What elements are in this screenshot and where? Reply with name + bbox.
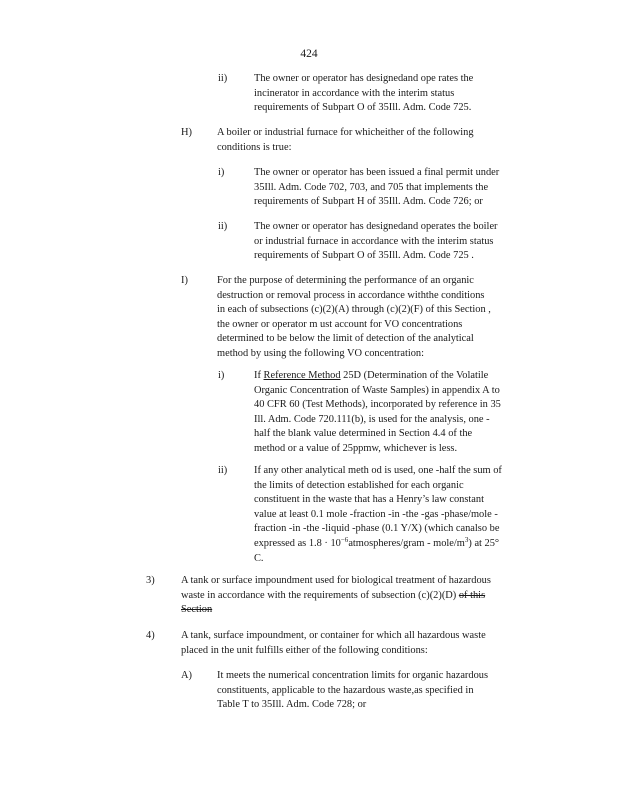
text-line: For the purpose of determining the performance of an organic <box>217 275 474 286</box>
item-marker-i: I) <box>181 275 188 286</box>
item-marker-i-i: i) <box>218 370 225 381</box>
text-line: half the blank value determined in Section 4.4 of the <box>254 428 473 440</box>
text-line: destruction or removal process in accordance withthe conditions <box>217 289 485 301</box>
line-suffix: 25D (Determination of the Volatile <box>340 370 489 381</box>
exponent: −6 <box>340 535 349 544</box>
text-line: 40 CFR 60 (Test Methods), incorporated by reference in 35 <box>254 399 501 411</box>
text-line: value at least 0.1 mole -fraction -in -the -gas -phase/mole - <box>254 508 498 520</box>
struck-text: Section <box>181 604 213 616</box>
text-line: Table T to 35Ill. Adm. Code 728; or <box>217 699 367 711</box>
paragraph-3 <box>181 574 491 618</box>
text-line: determined to be below the limit of detection of the analytical <box>217 333 474 345</box>
underlined-reference: Reference Method <box>263 370 341 381</box>
text-line: requirements of Subpart O of 35Ill. Adm. Code 725 . <box>254 250 474 262</box>
line-text: waste in accordance with the requirements of subsection (c)(2)(D) <box>181 589 459 601</box>
text-line: A tank or surface impoundment used for biological treatment of hazardous <box>181 575 491 586</box>
text-line: the owner or operator m ust account for VO concentrations <box>217 318 463 330</box>
text-line: incinerator in accordance with the interim status <box>254 87 455 99</box>
text-line: If any other analytical meth od is used, one -half the sum of <box>254 465 502 476</box>
item-marker-i-ii: ii) <box>218 465 228 476</box>
paragraph-i-i <box>254 369 501 457</box>
text-line: constituents, applicable to the hazardous waste,as specified in <box>217 684 474 696</box>
text-line: fraction -in -the -liquid -phase (0.1 Y/X) (which canalso be <box>254 523 500 535</box>
page-number: 424 <box>300 48 318 60</box>
item-marker-4-a: A) <box>181 670 192 681</box>
text-line: The owner or operator has been issued a final permit under <box>254 167 500 178</box>
text-line: requirements of Subpart H of 35Ill. Adm. Code 726; or <box>254 196 483 208</box>
paragraph-h-ii <box>254 220 498 264</box>
text-line: requirements of Subpart O of 35Ill. Adm. Code 725. <box>254 102 472 114</box>
text-line: Organic Concentration of Waste Samples) in appendix A to <box>254 384 500 396</box>
paragraph-g-ii <box>254 72 473 116</box>
item-marker-h-ii: ii) <box>218 221 228 232</box>
text-line: The owner or operator has designedand operates the boiler <box>254 221 498 232</box>
item-marker-h: H) <box>181 127 192 138</box>
text-line: the limits of detection established for each organic <box>254 479 464 491</box>
item-marker-4: 4) <box>146 630 155 641</box>
line-prefix: If <box>254 370 264 381</box>
struck-text: of this <box>458 589 486 601</box>
text-line: Ill. Adm. Code 720.111(b), is used for the analysis, one - <box>254 413 490 425</box>
text-line: A boiler or industrial furnace for whicheither of the following <box>217 127 474 138</box>
expression-part: ) at 25° <box>468 537 500 549</box>
item-marker-h-i: i) <box>218 167 225 178</box>
text-line: method by using the following VO concentration: <box>217 347 425 359</box>
text-line: It meets the numerical concentration limits for organic hazardous <box>217 670 489 681</box>
text-line: A tank, surface impoundment, or container for which all hazardous waste <box>181 630 486 641</box>
text-line: method or a value of 25ppmw, whichever is less. <box>254 442 458 454</box>
text-line: C. <box>254 552 264 564</box>
text-line: constituent in the waste that has a Henry’s law constant <box>254 494 484 506</box>
paragraph-4 <box>181 629 486 658</box>
text-line <box>254 537 502 552</box>
paragraph-i-ii <box>254 464 502 566</box>
text-line: or industrial furnace in accordance with the interim status <box>254 235 494 247</box>
text-line: 35Ill. Adm. Code 702, 703, and 705 that implements the <box>254 181 489 193</box>
text-line <box>254 369 501 384</box>
text-line <box>181 589 491 604</box>
expression-part: expressed as 1.8 · 10 <box>254 537 341 549</box>
expression-part: atmospheres/gram - mole/m <box>348 537 465 549</box>
text-line: conditions is true: <box>217 141 292 153</box>
item-marker-g-ii: ii) <box>218 73 228 84</box>
paragraph-h <box>217 126 474 155</box>
text-line <box>181 603 491 618</box>
paragraph-h-i <box>254 166 499 210</box>
text-line: in each of subsections (c)(2)(A) through (c)(2)(F) of this Section , <box>217 304 491 316</box>
paragraph-4-a <box>217 669 488 713</box>
paragraph-i <box>217 274 491 362</box>
exponent: 3 <box>464 535 469 544</box>
text-line: The owner or operator has designedand ope rates the <box>254 73 474 84</box>
item-marker-3: 3) <box>146 575 155 586</box>
text-line: placed in the unit fulfills either of the following conditions: <box>181 644 428 656</box>
